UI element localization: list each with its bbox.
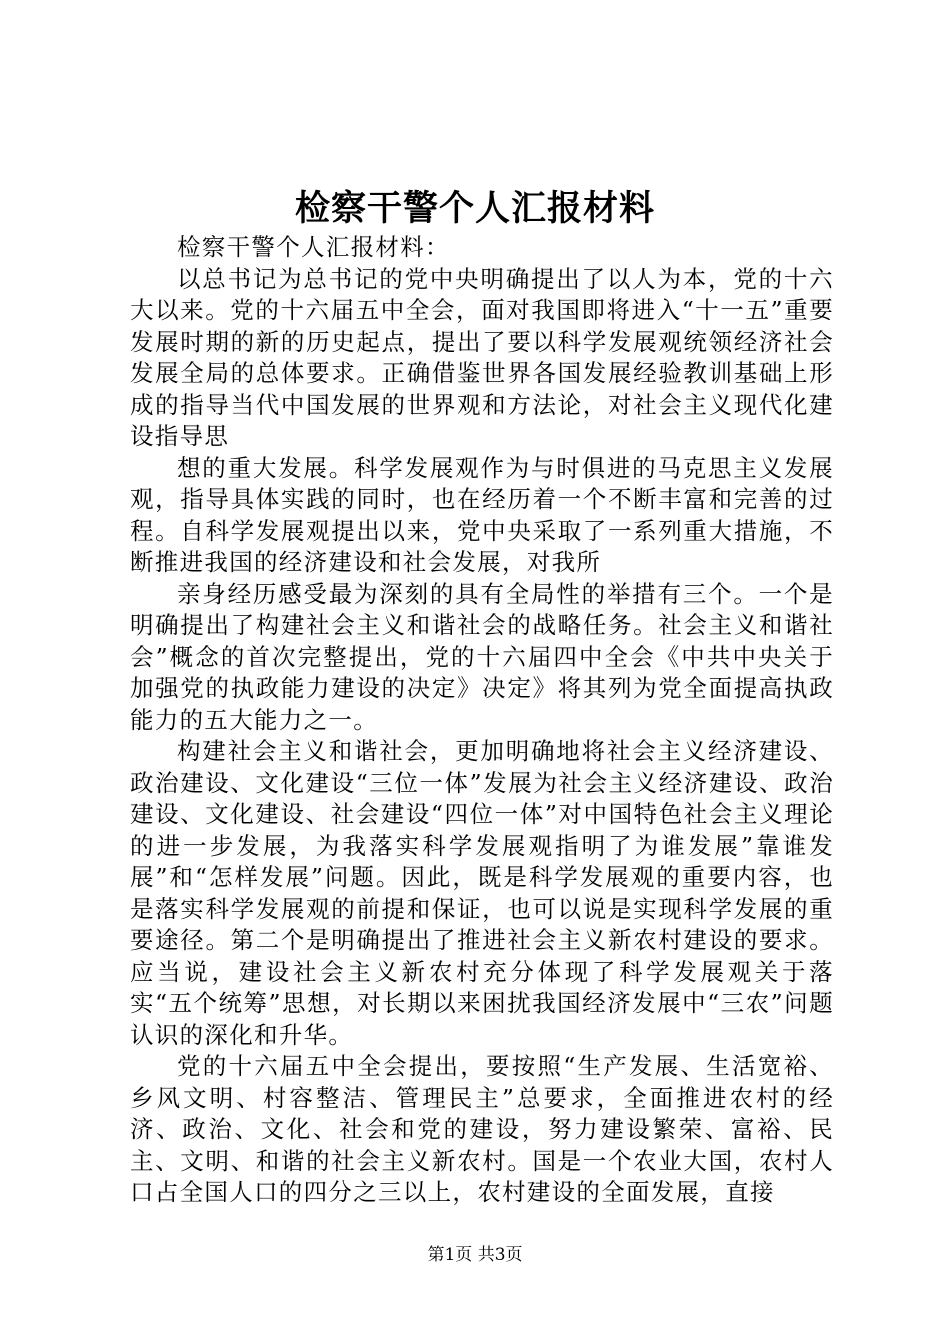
paragraph: 亲身经历感受最为深刻的具有全局性的举措有三个。一个是明确提出了构建社会主义和谐社会的战略任务。社会主义和谐社会”概念的首次完整提出，党的十六届四中全会《中共中央关于加强党的执政能力建设的决定》决定》将其列为党全面提高执政能力的五大能力之一。 (130, 579, 834, 734)
paragraph: 构建社会主义和谐社会，更加明确地将社会主义经济建设、政治建设、文化建设“三位一体”发展为社会主义经济建设、政治建设、文化建设、社会建设“四位一体”对中国特色社会主义理论的进一步发展，为我落实科学发展观指明了为谁发展”靠谁发展”和“怎样发展”问题。因此，既是科学发展观的重要内容，也是落实科学发展观的前提和保证，也可以说是实现科学发展的重要途径。第二个是明确提出了推进社会主义新农村建设的要求。应当说，建设社会主义新农村充分体现了科学发展观关于落实“五个统筹”思想，对长期以来困扰我国经济发展中“三农”问题认识的深化和升华。 (130, 737, 834, 1049)
paragraph: 以总书记为总书记的党中央明确提出了以人为本，党的十六大以来。党的十六届五中全会，面对我国即将进入“十一五”重要发展时期的新的历史起点，提出了要以科学发展观统领经济社会发展全局的总体要求。正确借鉴世界各国发展经验教训基础上形成的指导当代中国发展的世界观和方法论，对社会主义现代化建设指导思 (130, 264, 834, 450)
document-body (130, 232, 834, 1209)
paragraph: 党的十六届五中全会提出，要按照“生产发展、生活宽裕、乡风文明、村容整洁、管理民主”总要求，全面推进农村的经济、政治、文化、社会和党的建设，努力建设繁荣、富裕、民主、文明、和谐的社会主义新农村。国是一个农业大国，农村人口占全国人口的四分之三以上，农村建设的全面发展，直接 (130, 1052, 834, 1206)
document-title: 检察干警个人汇报材料 (294, 188, 655, 229)
paragraph: 想的重大发展。科学发展观作为与时俱进的马克思主义发展观，指导具体实践的同时，也在经历着一个不断丰富和完善的过程。自科学发展观提出以来，党中央采取了一系列重大措施，不断推进我国的经济建设和社会发展，对我所 (130, 453, 834, 576)
paragraph: 检察干警个人汇报材料： (177, 233, 450, 261)
page-number-footer: 第1页 共3页 (427, 1245, 523, 1265)
